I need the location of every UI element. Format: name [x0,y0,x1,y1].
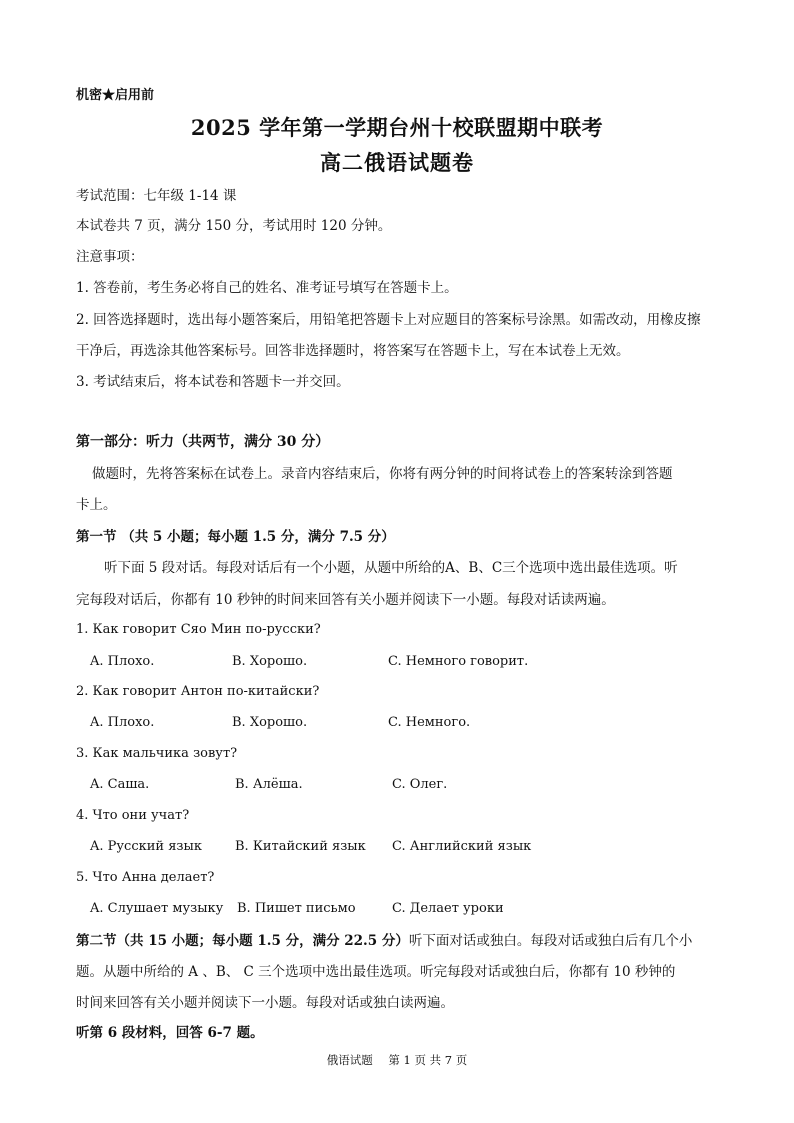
question-3: 3. Как мальчика зовут? [76,746,238,761]
question-1: 1. Как говорит Сяо Мин по-русски? [76,622,321,637]
question-3-option-a: A. Саша. [90,777,150,792]
section2-instruction-line-3: 时间来回答有关小题并阅读下一小题。每段对话或独白读两遍。 [76,995,454,1011]
section1-instruction-line-1: 听下面 5 段对话。每段对话后有一个小题，从题中所给的A、B、C三个选项中选出最佳选项。听 [104,560,678,576]
question-5-option-b: B. Пишет письмо [237,901,356,916]
question-4-option-b: B. Китайский язык [235,839,366,854]
section2-instruction-line-2: 题。从题中所给的 A 、B、 C 三个选项中选出最佳选项。听完每段对话或独白后，你都有 10 秒钟的 [76,964,676,980]
section1-instruction-line-2: 完每段对话后，你都有 10 秒钟的时间来回答有关小题并阅读下一小题。每段对话读两遍。 [76,592,615,608]
question-2-option-c: C. Немного. [388,715,471,730]
part1-instruction-line-1: 做题时，先将答案标在试卷上。录音内容结束后，你将有两分钟的时间将试卷上的答案转涂到答题 [92,466,673,482]
note-1: 1. 答卷前，考生务必将自己的姓名、准考证号填写在答题卡上。 [76,280,458,296]
question-1-option-b: B. Хорошо. [232,654,308,669]
note-2-line-1: 2. 回答选择题时，选出每小题答案后，用铅笔把答题卡上对应题目的答案标号涂黑。如需改动，用橡皮擦 [76,312,701,328]
exam-title: 2025 学年第一学期台州十校联盟期中联考 [190,115,604,140]
note-2-line-2: 干净后，再选涂其他答案标号。回答非选择题时，将答案写在答题卡上，写在本试卷上无效。 [76,343,630,359]
question-4: 4. Что они учат? [76,808,190,823]
paper-info: 本试卷共 7 页，满分 150 分，考试用时 120 分钟。 [76,218,392,234]
exam-scope: 考试范围：七年级 1-14 课 [76,188,237,204]
question-1-option-c: C. Немного говорит. [388,654,529,669]
footer-subject: 俄语试题 [326,1053,373,1067]
question-2-option-b: B. Хорошо. [232,715,308,730]
part1-title: 第一部分：听力（共两节，满分 30 分） [76,434,330,450]
note-3: 3. 考试结束后，将本试卷和答题卡一并交回。 [76,374,350,390]
part1-instruction-line-2: 卡上。 [76,497,117,513]
question-1-option-a: A. Плохо. [90,654,155,669]
page-footer [0,1052,794,1068]
question-4-option-a: A. Русский язык [90,839,202,854]
exam-subtitle: 高二俄语试题卷 [320,150,474,175]
question-5: 5. Что Анна делает? [76,870,215,885]
question-3-option-c: C. Олег. [392,777,448,792]
material-6-heading: 听第 6 段材料，回答 6-7 题。 [76,1025,264,1041]
section2-heading-line [76,931,722,951]
question-3-option-b: B. Алёша. [235,777,303,792]
section1-title: 第一节 （共 5 小题；每小题 1.5 分，满分 7.5 分） [76,529,395,545]
confidential-label: 机密★启用前 [76,88,155,103]
question-4-option-c: C. Английский язык [392,839,532,854]
question-5-option-a: A. Слушает музыку [90,901,224,916]
footer-page-number: 第 1 页 共 7 页 [388,1053,468,1067]
question-2-option-a: A. Плохо. [90,715,155,730]
notes-title: 注意事项： [76,249,144,265]
question-5-option-c: C. Делает уроки [392,901,504,916]
question-2: 2. Как говорит Антон по-китайски? [76,684,320,699]
section2-title: 第二节（共 15 小题；每小题 1.5 分，满分 22.5 分） [76,933,409,949]
section2-instruction-line-1: 听下面对话或独白。每段对话或独白后有几个小 [408,933,693,949]
